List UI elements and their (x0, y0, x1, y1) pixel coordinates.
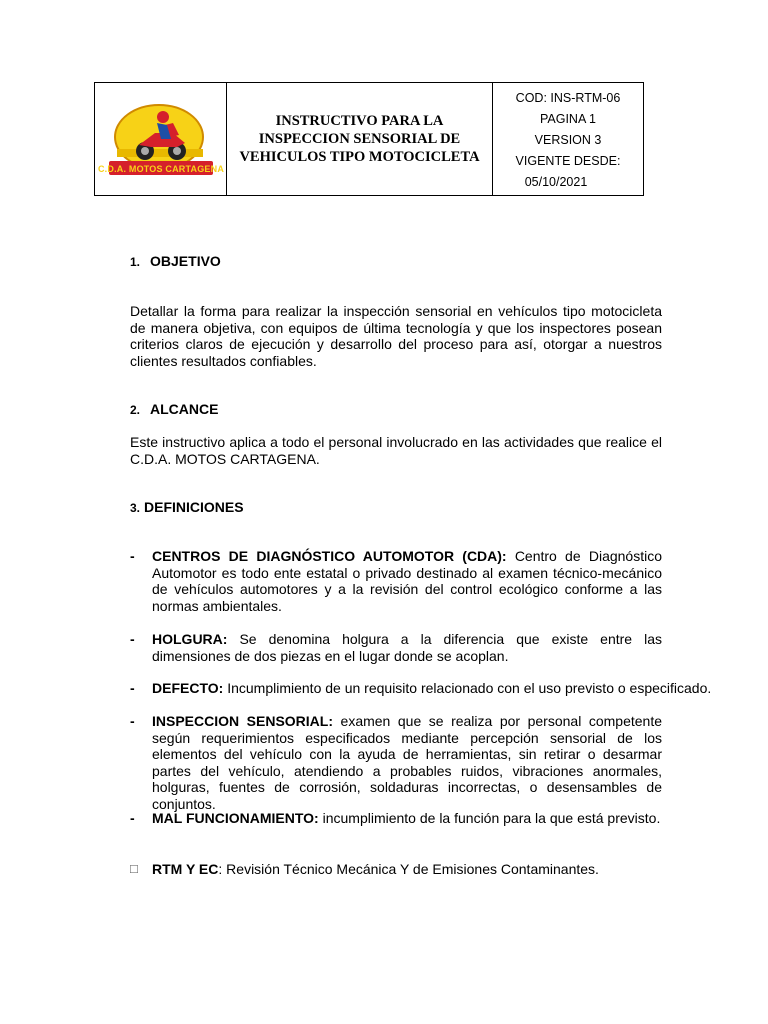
section-number: 3. (130, 501, 141, 515)
definition-term: MAL FUNCIONAMIENTO: (152, 810, 319, 826)
definition-term: INSPECCION SENSORIAL: (152, 713, 333, 729)
alcance-paragraph: Este instructivo aplica a todo el personal involucrado en las actividades que realice el C.D.A. MOTOS CARTAGENA. (130, 434, 662, 467)
bullet: - (130, 548, 135, 564)
definition-term: DEFECTO: (152, 680, 224, 696)
bullet: - (130, 631, 135, 647)
definition-term: RTM Y EC (152, 861, 219, 877)
doc-version: VERSION 3 (534, 132, 602, 147)
definition-text: examen que se realiza por personal competente según requerimientos especificados mediante percepción sensorial de los elementos del vehículo con la ayuda de herramientas, sin retirar o desarmar partes del vehículo, atendiendo a probables ruidos, vibraciones anormales, holguras, fuentes de corrosión, soldaduras incorrectas, o desensambles de conjuntos. (152, 713, 662, 812)
definition-item (130, 680, 712, 697)
objetivo-paragraph: Detallar la forma para realizar la inspección sensorial en vehículos tipo motocicleta de manera objetiva, con equipos de última tecnología y que los inspectores posean criterios claros de ejecución y desarrollo del proceso para así, otorgar a nuestros clientes resultados confiables. (130, 303, 662, 369)
section-title: OBJETIVO (150, 253, 221, 269)
document-metadata (493, 83, 643, 195)
doc-page: PAGINA 1 (539, 111, 597, 126)
checkbox-bullet-icon: □ (130, 861, 138, 876)
section-title: DEFINICIONES (144, 499, 244, 515)
definition-item (130, 810, 662, 827)
doc-valid-date: 05/10/2021 (524, 174, 588, 189)
section-heading-objetivo (130, 253, 221, 269)
doc-valid-label: VIGENTE DESDE: (515, 153, 621, 168)
bullet: - (130, 810, 135, 826)
bullet: - (130, 680, 135, 696)
definition-text: : Revisión Técnico Mecánica Y de Emisiones Contaminantes. (218, 861, 599, 877)
logo-cell (95, 83, 227, 195)
definition-item (130, 713, 662, 812)
doc-code: COD: INS-RTM-06 (515, 90, 621, 105)
definition-text: Centro de Diagnóstico Automotor es todo ente estatal o privado destinado al examen técnico-mecánico de vehículos automotores y a la revisión del control ecológico conforme a las normas ambientales. (152, 548, 663, 614)
section-number: 1. (130, 255, 141, 269)
section-number: 2. (130, 403, 141, 417)
definition-item (130, 548, 662, 614)
definition-term: HOLGURA: (152, 631, 228, 647)
section-title: ALCANCE (150, 401, 219, 417)
definition-text: Incumplimiento de un requisito relacionado con el uso previsto o especificado. (223, 680, 712, 696)
definition-text: Se denomina holgura a la diferencia que existe entre las dimensiones de dos piezas en el lugar donde se acoplan. (152, 631, 662, 664)
section-heading-definiciones (130, 499, 244, 515)
bullet: - (130, 713, 135, 729)
company-logo (97, 95, 225, 183)
section-heading-alcance (130, 401, 218, 417)
logo-text: C.D.A. MOTOS CARTAGENA (97, 164, 225, 174)
definition-item (130, 631, 662, 664)
definition-item (130, 861, 662, 878)
definition-text: incumplimiento de la función para la que está previsto. (318, 810, 661, 826)
document-title: INSTRUCTIVO PARA LA INSPECCION SENSORIAL DE VEHICULOS TIPO MOTOCICLETA (227, 83, 493, 195)
definition-term: CENTROS DE DIAGNÓSTICO AUTOMOTOR (CDA): (152, 548, 507, 564)
document-header (94, 82, 644, 196)
